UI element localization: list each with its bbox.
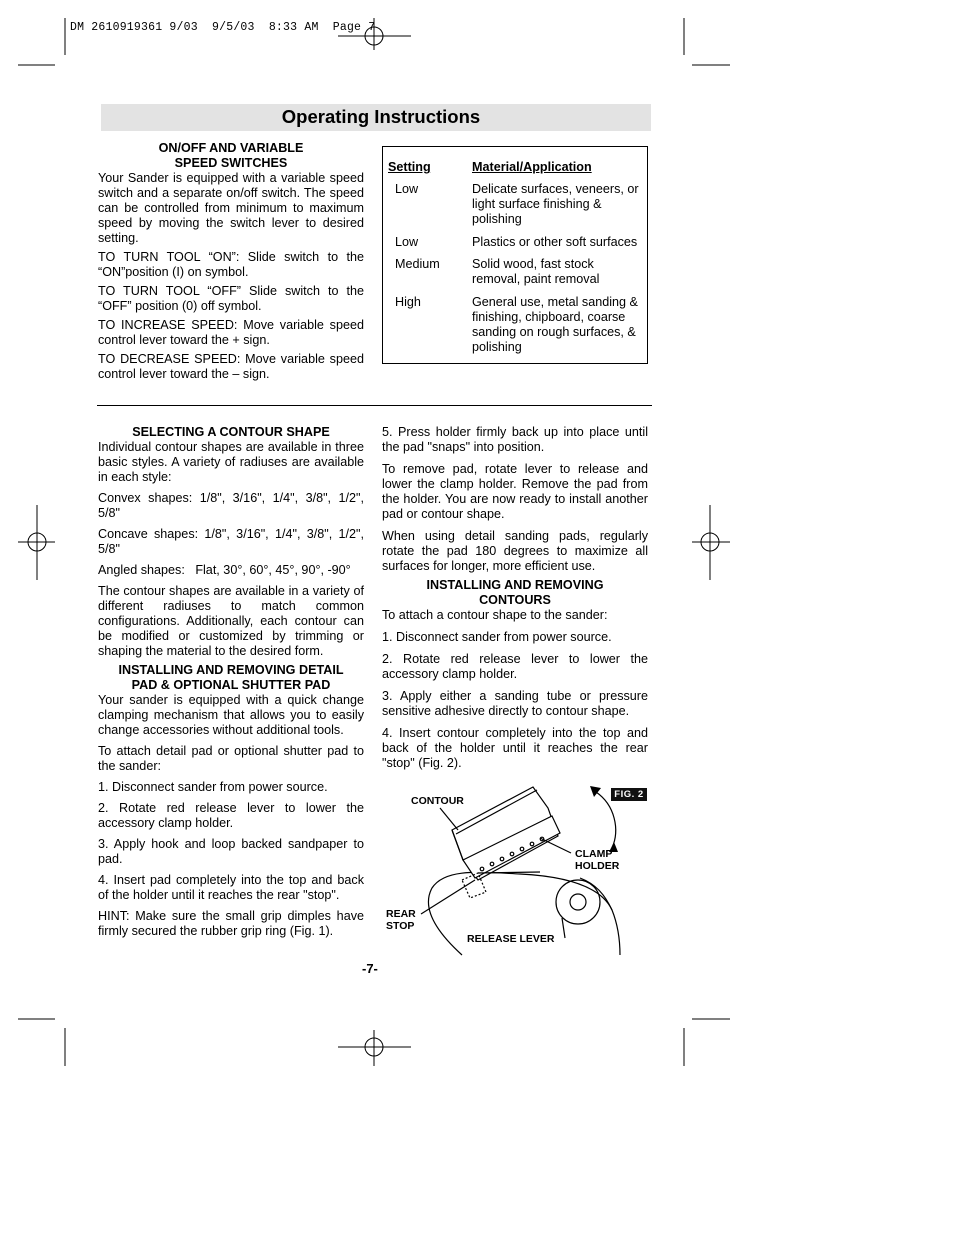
detail-p1: Your sander is equipped with a quick change clamping mechanism that allows you to easily change accessories without additional tools. [98, 693, 364, 737]
table-header-material: Material/Application [472, 160, 592, 174]
detail-p2: To attach detail pad or optional shutter pad to the sander: [98, 744, 364, 773]
switches-p3: TO TURN TOOL “OFF” Slide switch to the “OFF” position (0) off symbol. [98, 284, 364, 313]
table-cell-setting: Medium [395, 257, 440, 271]
switches-heading: ON/OFF AND VARIABLE SPEED SWITCHES [158, 141, 304, 170]
contour-p3: Concave shapes: 1/8", 3/16", 1/4", 3/8", 1/2", 5/8" [98, 527, 364, 556]
switches-p5: TO DECREASE SPEED: Move variable speed control lever toward the – sign. [98, 352, 364, 381]
table-cell-material: Delicate surfaces, veneers, or light surface finishing & polishing [472, 182, 639, 226]
detail-step-1: 1. Disconnect sander from power source. [98, 780, 328, 794]
right-p6: To remove pad, rotate lever to release and lower the clamp holder. Remove the pad from the holder. You are now ready to install another pad or contour shape. [382, 462, 648, 521]
table-cell-setting: Low [395, 182, 419, 196]
contours-step-1: 1. Disconnect sander from power source. [382, 630, 612, 644]
contour-p2: Convex shapes: 1/8", 3/16", 1/4", 3/8", 1/2", 5/8" [98, 491, 364, 520]
table-cell-material: Solid wood, fast stock removal, paint removal [472, 257, 600, 286]
contours-heading: INSTALLING AND REMOVING CONTOURS [426, 578, 604, 607]
contours-step-4: 4. Insert contour completely into the top and back of the holder until it reaches the rear "stop" (Fig. 2). [382, 726, 648, 770]
detail-step-4: 4. Insert pad completely into the top and back of the holder until it reaches the rear "stop". [98, 873, 364, 902]
contour-p1: Individual contour shapes are available in three basic styles. A variety of radiuses are available in each style: [98, 440, 364, 484]
clamp-holder-label: CLAMP HOLDER [575, 848, 620, 872]
right-p7: When using detail sanding pads, regularly rotate the pad 180 degrees to maximize all surfaces for longer, more efficient use. [382, 529, 648, 573]
table-cell-setting: High [395, 295, 421, 309]
contours-step-3: 3. Apply either a sanding tube or pressure sensitive adhesive directly to contour shape. [382, 689, 648, 718]
detail-heading: INSTALLING AND REMOVING DETAIL PAD & OPTIONAL SHUTTER PAD [118, 663, 344, 692]
contour-heading: SELECTING A CONTOUR SHAPE [132, 425, 330, 439]
table-cell-setting: Low [395, 235, 419, 249]
table-cell-material: Plastics or other soft surfaces [472, 235, 638, 249]
table-cell-material: General use, metal sanding & finishing, chipboard, coarse sanding on rough surfaces, & polishing [472, 295, 638, 354]
switches-p1: Your Sander is equipped with a variable speed switch and a separate on/off switch. The speed can be controlled from minimum to maximum speed by moving the switch lever to desired setting. [98, 171, 364, 245]
contour-p4: Angled shapes: Flat, 30°, 60°, 45°, 90°, -90° [98, 563, 351, 577]
detail-step-2: 2. Rotate red release lever to lower the accessory clamp holder. [98, 801, 364, 830]
release-lever-label: RELEASE LEVER [467, 933, 555, 945]
figure-tag: FIG. 2 [611, 788, 647, 801]
rear-stop-label: REAR STOP [386, 908, 416, 932]
detail-step-3: 3. Apply hook and loop backed sandpaper to pad. [98, 837, 364, 866]
detail-hint: HINT: Make sure the small grip dimples have firmly secured the rubber grip ring (Fig. 1). [98, 909, 364, 938]
page-number: -7- [362, 961, 378, 976]
contours-step-2: 2. Rotate red release lever to lower the accessory clamp holder. [382, 652, 648, 681]
table-header-setting: Setting [388, 160, 431, 174]
contour-p5: The contour shapes are available in a variety of different radiuses to match common configurations. Additionally, each contour can be modified or customized by trimming or shaping the material to the desired form. [98, 584, 364, 658]
switches-p2: TO TURN TOOL “ON”: Slide switch to the “ON”position (I) on symbol. [98, 250, 364, 279]
right-p5: 5. Press holder firmly back up into place until the pad "snaps" into position. [382, 425, 648, 454]
page-title: Operating Instructions [281, 106, 481, 127]
contour-label: CONTOUR [411, 795, 464, 807]
switches-p4: TO INCREASE SPEED: Move variable speed control lever toward the + sign. [98, 318, 364, 347]
print-slug: DM 2610919361 9/03 9/5/03 8:33 AM Page 7 [70, 21, 376, 34]
right-p8: To attach a contour shape to the sander: [382, 608, 608, 622]
